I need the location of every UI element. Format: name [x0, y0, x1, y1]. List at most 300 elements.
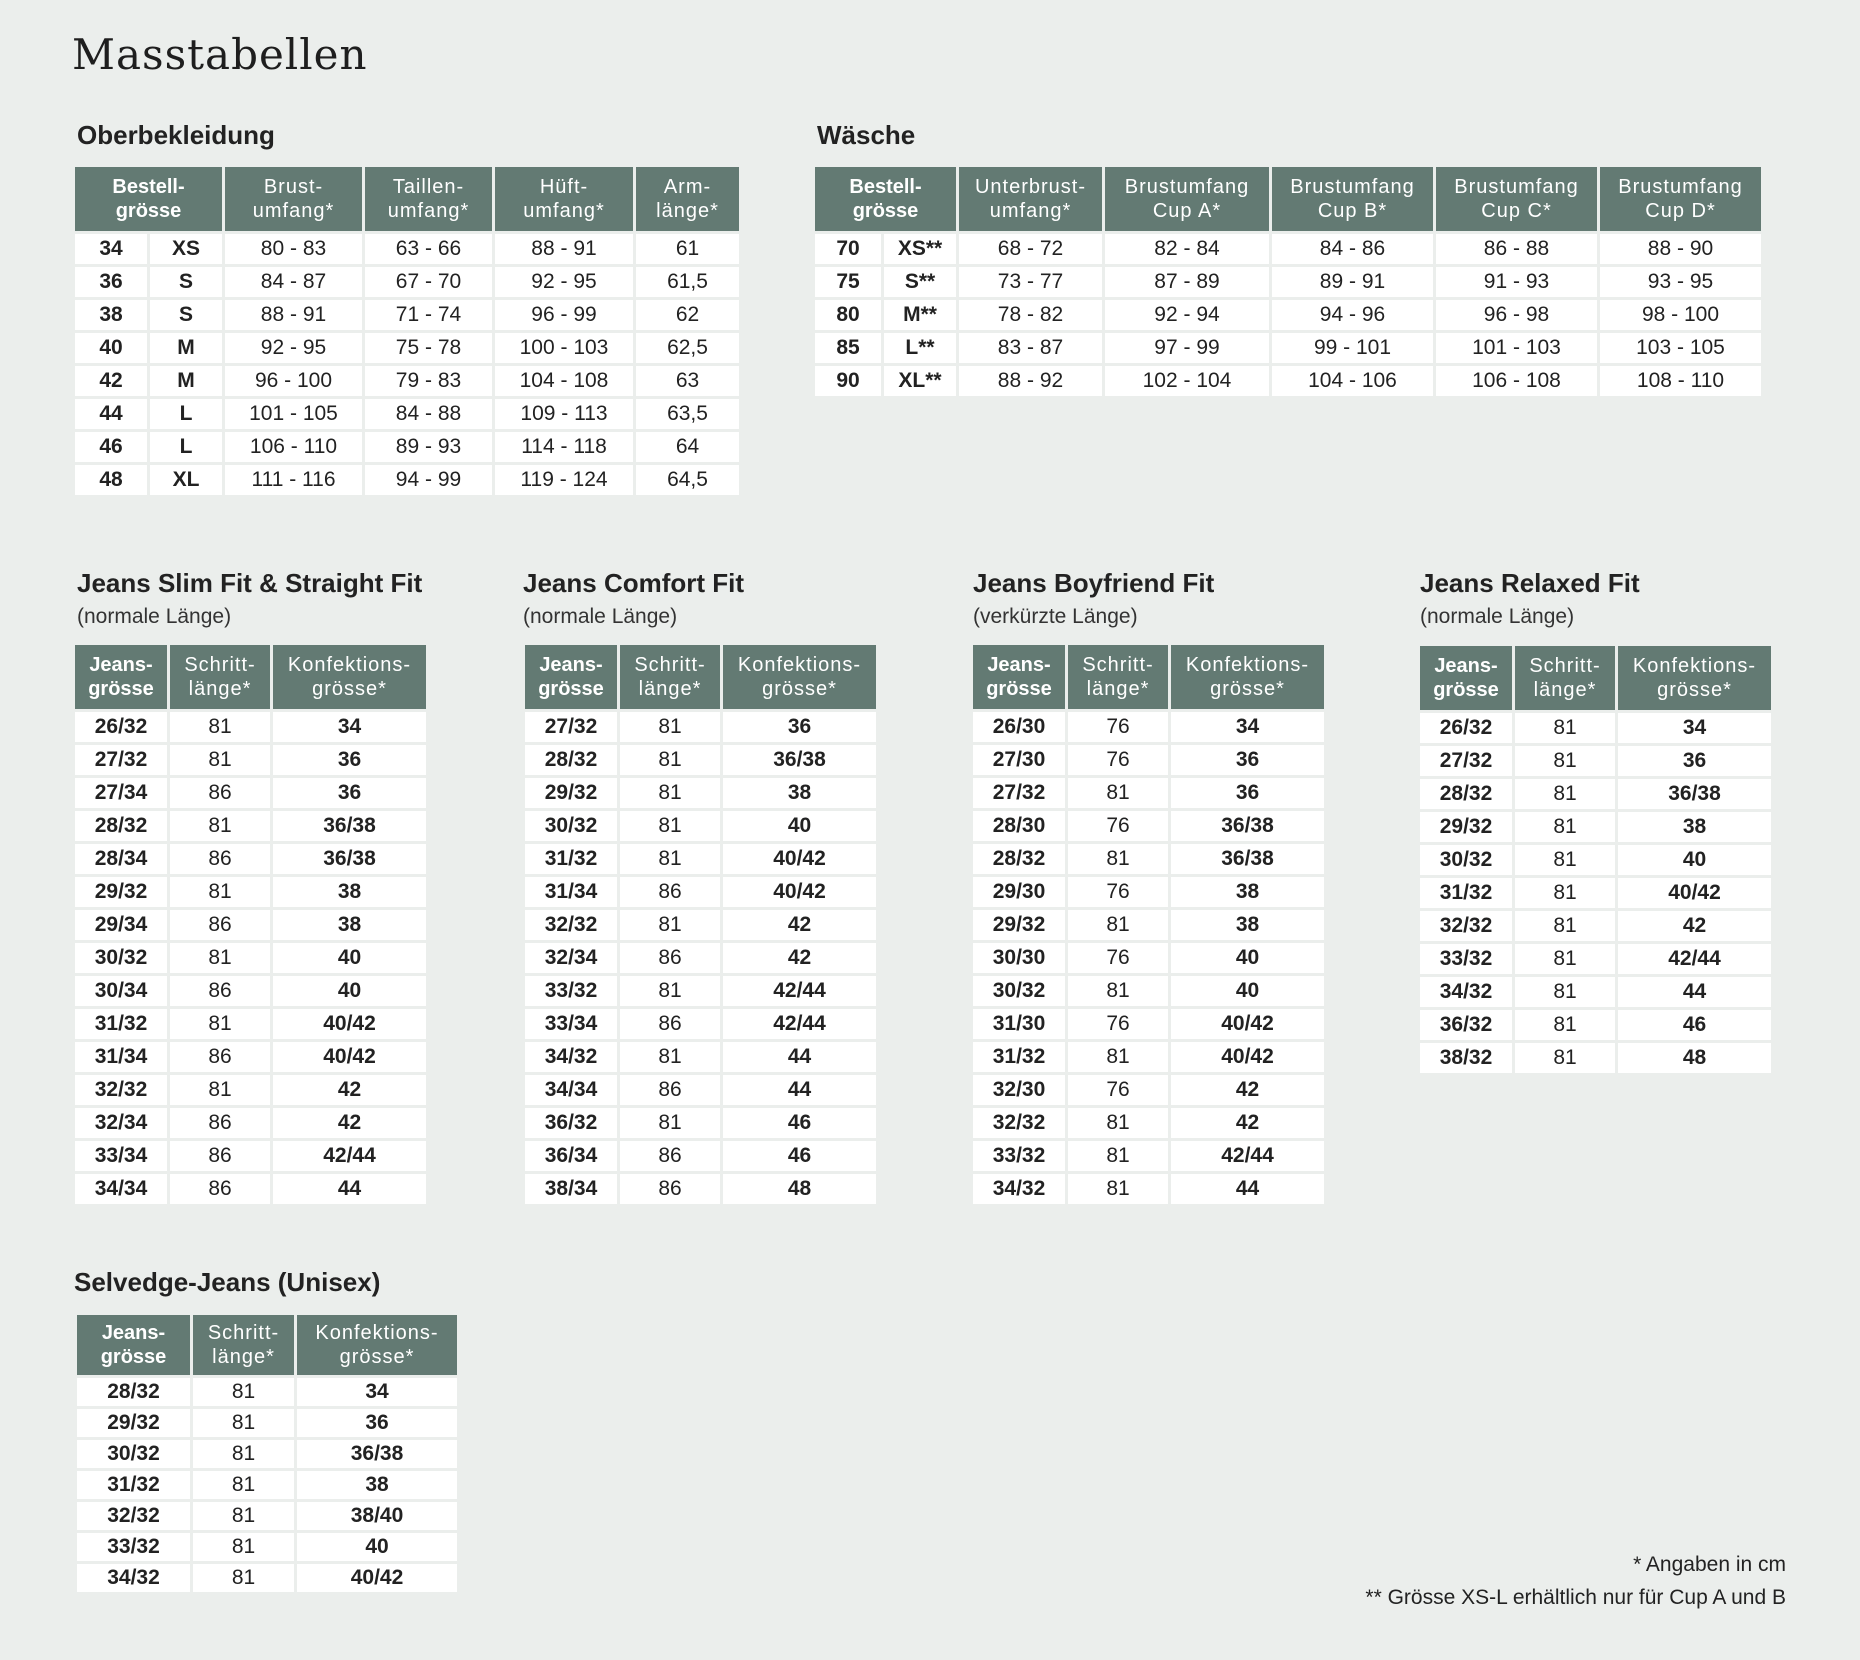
table-row [525, 943, 876, 973]
table-row [75, 366, 739, 396]
header-row [815, 167, 1761, 231]
table-cell: 104 - 108 [495, 366, 633, 396]
table-cell: 81 [1068, 844, 1168, 874]
table-row [77, 1378, 457, 1406]
table-cell: 86 [170, 976, 270, 1006]
table-cell: L** [884, 333, 956, 363]
section-heading: Jeans Slim Fit & Straight Fit [77, 568, 423, 598]
selvedge-table [74, 1312, 460, 1595]
table-row [973, 877, 1324, 907]
table-cell: 86 - 88 [1436, 234, 1597, 264]
table-row [1420, 1043, 1771, 1073]
table-cell: 34/32 [77, 1564, 190, 1592]
table-cell: 31/34 [525, 877, 617, 907]
table-cell: 30/30 [973, 943, 1065, 973]
table-cell: 34 [297, 1378, 457, 1406]
table-cell: 30/32 [525, 811, 617, 841]
table-row [525, 745, 876, 775]
table-cell: 26/32 [1420, 713, 1512, 743]
table-row [1420, 944, 1771, 974]
section-heading: Jeans Boyfriend Fit [973, 568, 1215, 598]
table-cell: 27/32 [75, 745, 167, 775]
table-cell: 73 - 77 [959, 267, 1102, 297]
table-cell: 29/32 [75, 877, 167, 907]
table-cell: 90 [815, 366, 881, 396]
table-cell: 101 - 103 [1436, 333, 1597, 363]
table-cell: 70 [815, 234, 881, 264]
table-cell: 81 [1068, 1042, 1168, 1072]
table-cell: 75 - 78 [365, 333, 492, 363]
table-cell: 36/32 [1420, 1010, 1512, 1040]
table-cell: 81 [1068, 976, 1168, 1006]
table-row [75, 1009, 426, 1039]
table-cell: 67 - 70 [365, 267, 492, 297]
table-cell: 42/44 [723, 976, 876, 1006]
table-cell: 86 [170, 1042, 270, 1072]
table-cell: 34 [273, 712, 426, 742]
table-cell: 83 - 87 [959, 333, 1102, 363]
table-cell: 79 - 83 [365, 366, 492, 396]
table-cell: 31/30 [973, 1009, 1065, 1039]
table-cell: 109 - 113 [495, 399, 633, 429]
table-cell: 40 [75, 333, 147, 363]
column-header: Schritt- länge* [193, 1315, 294, 1375]
table-row [973, 910, 1324, 940]
table-row [973, 712, 1324, 742]
table-cell: 86 [170, 1174, 270, 1204]
table-cell: 42 [273, 1108, 426, 1138]
footnote-cup-availability: ** Grösse XS-L erhältlich nur für Cup A und B [1365, 1586, 1786, 1609]
section-waesche [817, 120, 915, 150]
column-header: Schritt- länge* [1515, 646, 1615, 710]
table-cell: 64,5 [636, 465, 739, 495]
section-selvedge [74, 1267, 380, 1297]
table-cell: M** [884, 300, 956, 330]
table-cell: 28/32 [973, 844, 1065, 874]
table-row [815, 366, 1761, 396]
table-cell: 96 - 100 [225, 366, 362, 396]
table-cell: 26/30 [973, 712, 1065, 742]
table-cell: 30/32 [75, 943, 167, 973]
table-cell: 36/32 [525, 1108, 617, 1138]
table-cell: 81 [170, 745, 270, 775]
table-cell: 91 - 93 [1436, 267, 1597, 297]
header-row [75, 645, 426, 709]
table-cell: 28/34 [75, 844, 167, 874]
table-cell: 81 [193, 1471, 294, 1499]
table-cell: 81 [1068, 1108, 1168, 1138]
column-header: Brustumfang Cup C* [1436, 167, 1597, 231]
table-cell: 86 [170, 910, 270, 940]
table-cell: 63 [636, 366, 739, 396]
table-row [973, 1009, 1324, 1039]
table-cell: 29/32 [525, 778, 617, 808]
table-cell: 61,5 [636, 267, 739, 297]
table-cell: 31/32 [525, 844, 617, 874]
table-cell: 81 [193, 1378, 294, 1406]
table-row [525, 778, 876, 808]
table-cell: 36/38 [1171, 811, 1324, 841]
column-header: Bestell- grösse [75, 167, 222, 231]
section-jeans-comfort [523, 568, 744, 630]
footnote-units: * Angaben in cm [1633, 1553, 1786, 1576]
table-cell: 81 [1068, 1141, 1168, 1171]
table-row [75, 267, 739, 297]
table-row [973, 745, 1324, 775]
table-row [525, 1075, 876, 1105]
table-cell: 86 [620, 1174, 720, 1204]
column-header: Brustumfang Cup D* [1600, 167, 1761, 231]
table-cell: 81 [620, 1042, 720, 1072]
section-heading: Jeans Relaxed Fit [1420, 568, 1640, 598]
table-cell: 106 - 110 [225, 432, 362, 462]
header-row [75, 167, 739, 231]
table-cell: 38/40 [297, 1502, 457, 1530]
table-row [75, 778, 426, 808]
table-cell: 44 [75, 399, 147, 429]
table-cell: 28/32 [77, 1378, 190, 1406]
table-cell: 81 [170, 811, 270, 841]
table-row [815, 234, 1761, 264]
column-header: Jeans- grösse [75, 645, 167, 709]
table-cell: 80 [815, 300, 881, 330]
table-cell: 32/32 [75, 1075, 167, 1105]
table-cell: 29/34 [75, 910, 167, 940]
table-row [75, 234, 739, 264]
table-cell: 101 - 105 [225, 399, 362, 429]
table-cell: 44 [1618, 977, 1771, 1007]
table-cell: 84 - 86 [1272, 234, 1433, 264]
table-cell: 33/32 [973, 1141, 1065, 1171]
table-cell: 31/32 [1420, 878, 1512, 908]
table-row [973, 1141, 1324, 1171]
table-cell: 81 [1515, 1043, 1615, 1073]
table-cell: S** [884, 267, 956, 297]
table-cell: 33/34 [75, 1141, 167, 1171]
table-cell: 81 [620, 778, 720, 808]
table-cell: 38 [273, 910, 426, 940]
table-cell: 46 [723, 1141, 876, 1171]
table-cell: 82 - 84 [1105, 234, 1269, 264]
jeans-boyfriend-table [970, 642, 1327, 1207]
section-jeans-relaxed [1420, 568, 1640, 630]
table-cell: 81 [620, 1108, 720, 1138]
table-row [973, 778, 1324, 808]
table-cell: 36 [1171, 745, 1324, 775]
table-cell: 38 [75, 300, 147, 330]
table-row [525, 712, 876, 742]
column-header: Konfektions- grösse* [297, 1315, 457, 1375]
table-cell: 81 [1068, 778, 1168, 808]
table-cell: 44 [273, 1174, 426, 1204]
column-header: Brustumfang Cup B* [1272, 167, 1433, 231]
header-row [77, 1315, 457, 1375]
table-cell: 40/42 [1618, 878, 1771, 908]
oberbekleidung-table [72, 164, 742, 498]
table-cell: 88 - 92 [959, 366, 1102, 396]
table-cell: 34/34 [75, 1174, 167, 1204]
table-row [1420, 845, 1771, 875]
column-header: Arm- länge* [636, 167, 739, 231]
table-cell: 94 - 99 [365, 465, 492, 495]
column-header: Konfektions- grösse* [1171, 645, 1324, 709]
table-cell: 81 [170, 877, 270, 907]
table-cell: 40 [1171, 943, 1324, 973]
table-row [525, 877, 876, 907]
table-cell: 29/32 [77, 1409, 190, 1437]
jeans-slim-table [72, 642, 429, 1207]
table-cell: 36 [1171, 778, 1324, 808]
table-cell: 87 - 89 [1105, 267, 1269, 297]
table-cell: 38 [1618, 812, 1771, 842]
table-cell: 119 - 124 [495, 465, 633, 495]
table-cell: 89 - 91 [1272, 267, 1433, 297]
table-cell: M [150, 333, 222, 363]
table-cell: 40 [1618, 845, 1771, 875]
table-cell: 81 [193, 1533, 294, 1561]
table-cell: 76 [1068, 745, 1168, 775]
table-cell: 42 [723, 910, 876, 940]
header-row [973, 645, 1324, 709]
table-cell: 40/42 [1171, 1009, 1324, 1039]
table-row [75, 844, 426, 874]
table-cell: 29/32 [973, 910, 1065, 940]
table-row [75, 1075, 426, 1105]
table-cell: 31/34 [75, 1042, 167, 1072]
table-row [973, 1075, 1324, 1105]
table-cell: 42/44 [723, 1009, 876, 1039]
table-cell: 36/38 [273, 844, 426, 874]
table-cell: 88 - 90 [1600, 234, 1761, 264]
table-cell: 40 [1171, 976, 1324, 1006]
table-cell: 34/32 [1420, 977, 1512, 1007]
table-cell: 30/32 [77, 1440, 190, 1468]
table-cell: 30/32 [973, 976, 1065, 1006]
table-row [525, 1009, 876, 1039]
column-header: Brustumfang Cup A* [1105, 167, 1269, 231]
table-cell: 36/38 [297, 1440, 457, 1468]
table-cell: 104 - 106 [1272, 366, 1433, 396]
table-cell: 34 [1618, 713, 1771, 743]
table-row [75, 712, 426, 742]
column-header: Schritt- länge* [1068, 645, 1168, 709]
table-cell: L [150, 399, 222, 429]
table-row [75, 1174, 426, 1204]
header-row [525, 645, 876, 709]
table-cell: 33/32 [525, 976, 617, 1006]
table-cell: 81 [1515, 713, 1615, 743]
table-cell: 86 [170, 844, 270, 874]
table-row [75, 745, 426, 775]
table-cell: XL** [884, 366, 956, 396]
table-cell: 86 [620, 1009, 720, 1039]
table-cell: 34/32 [525, 1042, 617, 1072]
table-cell: 38 [1171, 877, 1324, 907]
table-cell: 40/42 [273, 1009, 426, 1039]
table-row [1420, 812, 1771, 842]
table-cell: 27/32 [525, 712, 617, 742]
table-cell: 81 [1515, 812, 1615, 842]
table-cell: 88 - 91 [225, 300, 362, 330]
jeans-comfort-table [522, 642, 879, 1207]
table-cell: 36/38 [273, 811, 426, 841]
table-cell: M [150, 366, 222, 396]
table-cell: 40/42 [297, 1564, 457, 1592]
table-cell: 33/32 [1420, 944, 1512, 974]
section-oberbekleidung [77, 120, 275, 150]
table-cell: 40 [297, 1533, 457, 1561]
table-row [1420, 1010, 1771, 1040]
table-cell: 81 [170, 1075, 270, 1105]
table-row [75, 399, 739, 429]
table-cell: 81 [193, 1564, 294, 1592]
column-header: Taillen- umfang* [365, 167, 492, 231]
section-subtitle: (normale Länge) [77, 605, 232, 628]
table-cell: 99 - 101 [1272, 333, 1433, 363]
table-cell: 76 [1068, 943, 1168, 973]
table-row [973, 976, 1324, 1006]
table-cell: 81 [1068, 1174, 1168, 1204]
table-cell: 81 [620, 844, 720, 874]
table-cell: L [150, 432, 222, 462]
table-cell: 36 [1618, 746, 1771, 776]
table-cell: 31/32 [973, 1042, 1065, 1072]
table-cell: 32/34 [525, 943, 617, 973]
table-cell: 63,5 [636, 399, 739, 429]
table-cell: 42 [723, 943, 876, 973]
table-cell: 42 [1618, 911, 1771, 941]
table-cell: 33/32 [77, 1533, 190, 1561]
table-cell: 76 [1068, 1009, 1168, 1039]
table-row [75, 877, 426, 907]
table-cell: 40 [273, 943, 426, 973]
table-cell: 40 [723, 811, 876, 841]
table-row [1420, 713, 1771, 743]
table-cell: 94 - 96 [1272, 300, 1433, 330]
column-header: Jeans- grösse [525, 645, 617, 709]
table-cell: 27/32 [1420, 746, 1512, 776]
table-cell: 84 - 87 [225, 267, 362, 297]
table-cell: 32/30 [973, 1075, 1065, 1105]
table-cell: 36 [273, 745, 426, 775]
table-cell: 42 [273, 1075, 426, 1105]
table-cell: XS** [884, 234, 956, 264]
table-cell: 92 - 95 [495, 267, 633, 297]
table-cell: 61 [636, 234, 739, 264]
table-cell: S [150, 267, 222, 297]
table-row [75, 1042, 426, 1072]
table-cell: 62,5 [636, 333, 739, 363]
table-cell: 85 [815, 333, 881, 363]
table-row [525, 811, 876, 841]
table-cell: 88 - 91 [495, 234, 633, 264]
table-cell: 81 [620, 745, 720, 775]
table-cell: 42/44 [1171, 1141, 1324, 1171]
table-cell: 40/42 [723, 877, 876, 907]
table-cell: 81 [620, 811, 720, 841]
table-row [525, 976, 876, 1006]
table-cell: 34/32 [973, 1174, 1065, 1204]
column-header: Konfektions- grösse* [273, 645, 426, 709]
table-cell: 44 [1171, 1174, 1324, 1204]
table-cell: 114 - 118 [495, 432, 633, 462]
column-header: Konfektions- grösse* [723, 645, 876, 709]
table-cell: 48 [723, 1174, 876, 1204]
table-cell: 27/34 [75, 778, 167, 808]
table-cell: 38/34 [525, 1174, 617, 1204]
table-row [973, 943, 1324, 973]
section-jeans-boyfriend [973, 568, 1214, 630]
table-row [75, 465, 739, 495]
table-row [75, 976, 426, 1006]
table-cell: 38 [297, 1471, 457, 1499]
table-cell: 81 [1515, 1010, 1615, 1040]
table-cell: 40/42 [273, 1042, 426, 1072]
page-title: Masstabellen [72, 30, 368, 79]
table-row [75, 1108, 426, 1138]
table-row [1420, 911, 1771, 941]
table-cell: 108 - 110 [1600, 366, 1761, 396]
table-cell: 81 [170, 712, 270, 742]
table-row [75, 432, 739, 462]
section-jeans-slim [77, 568, 422, 630]
table-cell: 29/30 [973, 877, 1065, 907]
table-cell: 28/32 [1420, 779, 1512, 809]
table-cell: 44 [723, 1075, 876, 1105]
column-header: Bestell- grösse [815, 167, 956, 231]
table-row [77, 1409, 457, 1437]
table-cell: 96 - 98 [1436, 300, 1597, 330]
section-subtitle: (normale Länge) [1420, 605, 1575, 628]
table-cell: 42/44 [273, 1141, 426, 1171]
table-row [815, 333, 1761, 363]
table-cell: 92 - 95 [225, 333, 362, 363]
table-row [1420, 746, 1771, 776]
section-heading: Oberbekleidung [77, 120, 275, 150]
table-cell: 36 [273, 778, 426, 808]
table-cell: 32/32 [1420, 911, 1512, 941]
table-cell: 34/34 [525, 1075, 617, 1105]
table-cell: 86 [620, 943, 720, 973]
table-row [815, 267, 1761, 297]
table-cell: 111 - 116 [225, 465, 362, 495]
table-cell: 76 [1068, 712, 1168, 742]
table-row [77, 1471, 457, 1499]
table-row [973, 1042, 1324, 1072]
table-cell: 42/44 [1618, 944, 1771, 974]
table-cell: 81 [1515, 779, 1615, 809]
table-row [1420, 977, 1771, 1007]
table-cell: 86 [620, 1141, 720, 1171]
table-cell: 32/32 [525, 910, 617, 940]
table-cell: 26/32 [75, 712, 167, 742]
table-cell: 76 [1068, 877, 1168, 907]
table-cell: 36 [723, 712, 876, 742]
table-cell: 78 - 82 [959, 300, 1102, 330]
table-cell: 81 [1515, 845, 1615, 875]
table-cell: 81 [1068, 910, 1168, 940]
table-row [525, 1042, 876, 1072]
table-cell: 63 - 66 [365, 234, 492, 264]
table-cell: 46 [75, 432, 147, 462]
table-cell: 84 - 88 [365, 399, 492, 429]
section-heading: Jeans Comfort Fit [523, 568, 745, 598]
table-cell: 76 [1068, 1075, 1168, 1105]
table-cell: 81 [620, 976, 720, 1006]
table-cell: 30/34 [75, 976, 167, 1006]
table-cell: 86 [170, 778, 270, 808]
table-cell: 33/34 [525, 1009, 617, 1039]
